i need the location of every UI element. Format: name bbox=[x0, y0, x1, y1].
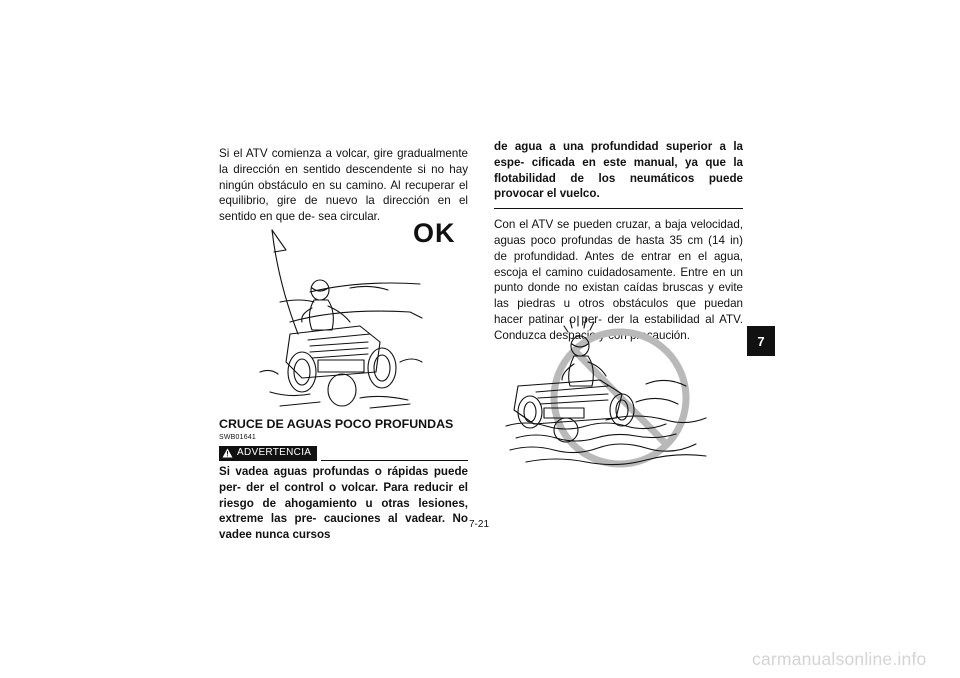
atv-deep-water-prohibited-illustration bbox=[496, 314, 736, 474]
water-section bbox=[219, 417, 468, 543]
right-column bbox=[494, 139, 743, 344]
watermark: carmanualsonline.info bbox=[752, 649, 927, 669]
page-number: 7-21 bbox=[469, 519, 490, 530]
atv-hillside-illustration bbox=[250, 222, 425, 412]
warning-badge bbox=[219, 446, 317, 461]
warning-continued-text: de agua a una profundidad superior a la espe- cificada en este manual, ya que la flotabilidad de los neumáticos puede provocar el vuelco. bbox=[494, 140, 743, 201]
chapter-tab: 7 bbox=[747, 326, 775, 356]
warning-end-rule bbox=[494, 208, 743, 209]
warning-header bbox=[219, 445, 468, 461]
rollover-paragraph: Si el ATV comienza a volcar, gire gradualmente la dirección en sentido descendente si no hay ningún obstáculo en su camino. Al recuperar el equilibrio, gire de nuevo la dirección en el sentido en que de- sea circular. bbox=[219, 147, 468, 224]
warning-triangle-icon bbox=[222, 448, 233, 458]
shallow-water-paragraph: Con el ATV se pueden cruzar, a baja velocidad, aguas poco profundas de hasta 35 cm (14 in) de profundidad. Antes de entrar en el agua, escoja el camino cuidadosamente. Entre en un punto donde no existan caídas bruscas y evite las piedras u otros obstáculos que puedan hacer patinar o per- der la estabilidad al ATV. Conduzca despacio y con precaución. bbox=[494, 218, 743, 342]
left-column bbox=[219, 146, 468, 225]
warning-label: ADVERTENCIA bbox=[237, 447, 312, 459]
section-code: SWB01641 bbox=[219, 434, 257, 441]
section-heading: CRUCE DE AGUAS POCO PROFUNDAS bbox=[219, 417, 454, 431]
warning-rule bbox=[321, 460, 468, 461]
ok-label: OK bbox=[413, 218, 456, 248]
warning-text: Si vadea aguas profundas o rápidas puede per- der el control o volcar. Para reducir el riesgo de ahogamiento u otras lesiones, extreme las pre- cauciones al vadear. No vadee nunca cursos bbox=[219, 465, 468, 542]
